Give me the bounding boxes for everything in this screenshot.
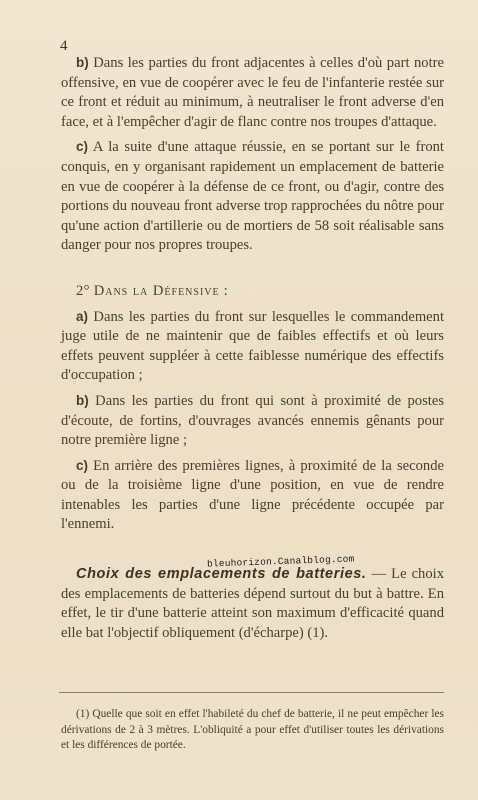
footnote-divider — [59, 692, 444, 693]
paragraph-offensive-c — [61, 137, 444, 256]
paragraph-offensive-b — [61, 53, 444, 132]
section-paragraph — [61, 565, 444, 643]
paragraph-text: Dans les parties du front qui sont à proximité de postes d'écoute, de fortins, d'ouvrages avancés ennemis gênants pour notre première ligne ; — [61, 392, 444, 449]
item-label: b) — [76, 55, 89, 70]
section-text: — Le choix des emplacements de batteries dépend surtout du but à battre. En effet, le tir d'une batterie atteint son maximum d'efficacité quand elle bat l'objectif obliquement (d'écharpe) (1). — [61, 566, 444, 641]
heading-title: Dans la Défensive — [93, 282, 220, 299]
section-title: Choix des emplacements de batteries. — [76, 566, 367, 583]
paragraph-defensive-a — [61, 307, 444, 386]
item-label: b) — [76, 392, 89, 408]
body-text — [61, 53, 444, 643]
footnote: (1) Quelle que soit en effet l'habileté du chef de batterie, il ne peut empêcher les dérivations de 2 à 3 mètres. L'obliquité a pour effet d'utiliser toutes les dérivations et les différences de portée. — [61, 708, 444, 752]
paragraph-defensive-c — [61, 456, 444, 535]
paragraph-defensive-b — [61, 391, 444, 451]
paragraph-text: Dans les parties du front sur lesquelles le commandement juge utile de ne maintenir que de faibles effectifs et où leurs effets peuvent suppléer à cette faiblesse numérique des effectifs d'occupation ; — [61, 308, 444, 384]
page-number: 4 — [60, 38, 68, 54]
paragraph-text: En arrière des premières lignes, à proximité de la seconde ou de la troisième ligne d'une position, en vue de rendre intenables les parties d'une ligne précédente occupée par l'ennemi. — [61, 457, 444, 533]
heading-number: 2° — [76, 282, 94, 299]
item-label: c) — [76, 139, 89, 155]
paragraph-text: A la suite d'une attaque réussie, en se portant sur le front conquis, en y organisant rapidement un emplacement de batterie en vue de coopérer à la défense de ce front, ou d'agir, contre des portions du nouveau front adverse trop rapprochées du nôtre pour qu'une action d'artillerie ou de mortiers de 58 soit réalisable sans danger pour nos propres troupes. — [61, 139, 444, 254]
paragraph-text: Dans les parties du front adjacentes à celles d'où part notre offensive, en vue de coopérer avec le feu de l'infanterie restée sur ce front et réduit au minimum, à neutraliser le front adverse d'en face, et à l'empêcher d'agir de flanc contre nos troupes d'attaque. — [61, 55, 444, 130]
defensive-heading — [76, 282, 444, 302]
watermark: bleuhorizon.Canalblog.com — [206, 553, 355, 570]
item-label: c) — [76, 457, 89, 473]
item-label: a) — [76, 308, 89, 324]
heading-colon: : — [219, 282, 228, 299]
